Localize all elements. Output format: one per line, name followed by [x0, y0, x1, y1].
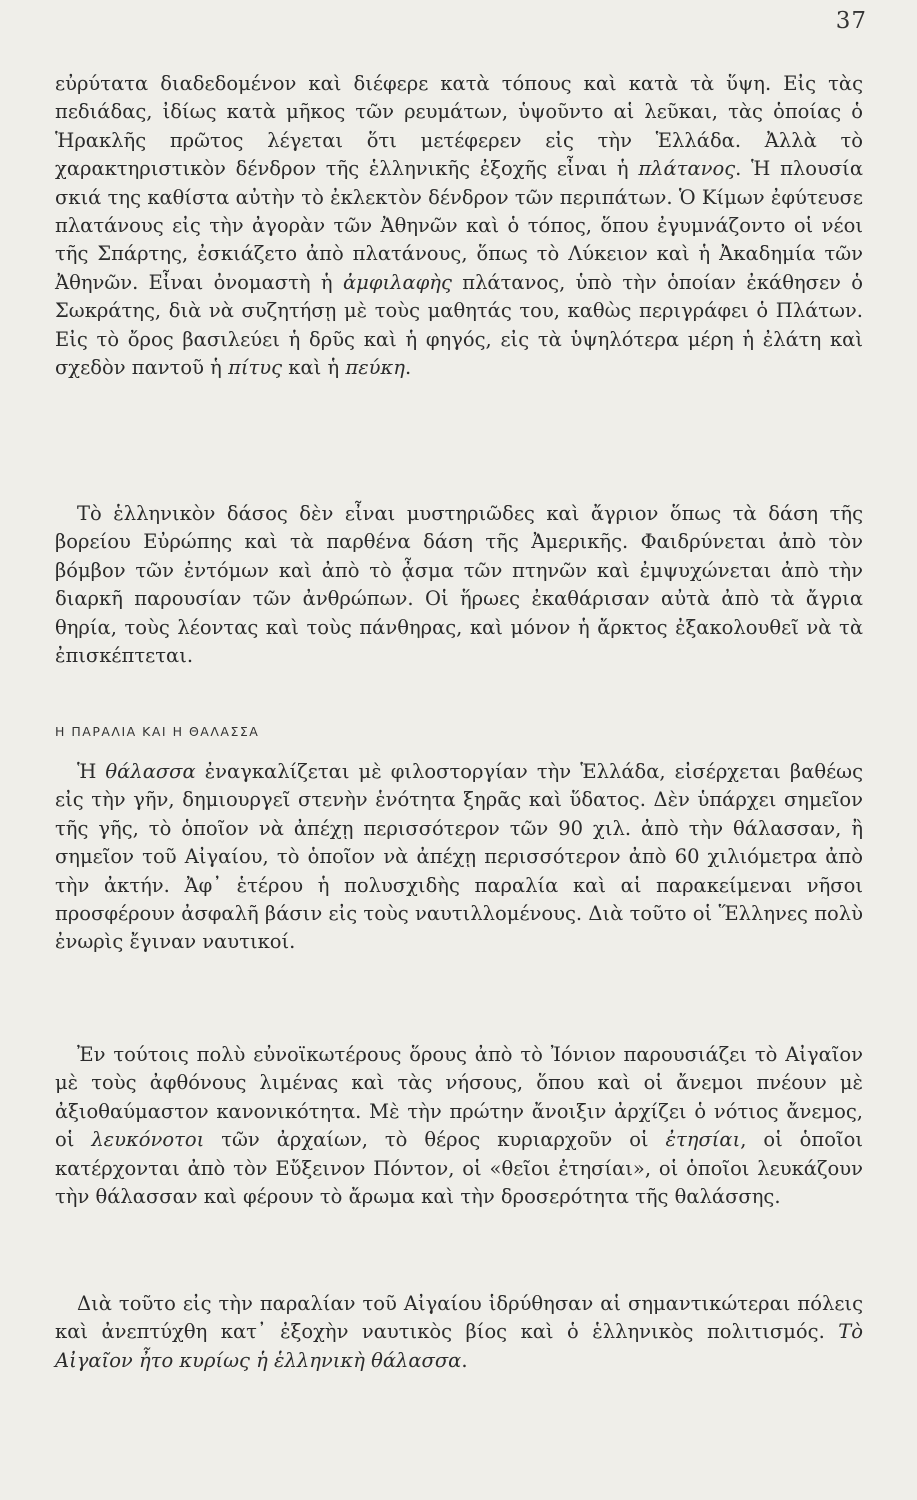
paragraph-text: Διὰ τοῦτο εἰς τὴν παραλίαν τοῦ Αἰγαίου ἱδρύθησαν αἱ σημαντικώτεραι πόλεις καὶ ἀνεπτύχθη κατ᾽ ἐξοχὴν ναυτικὸς βίος καὶ ὁ ἑλληνικὸς πολιτισμός. [55, 1292, 863, 1344]
paragraph-aegean [55, 1290, 863, 1375]
paragraph-text: Ἡ [77, 760, 106, 783]
italic-term: πλάτανος [638, 157, 736, 181]
italic-term: λευκόνοτοι [91, 1128, 205, 1152]
italic-term: ἐτησίαι [665, 1128, 741, 1152]
section-heading: Η ΠΑΡΑΛΙΑ ΚΑΙ Η ΘΑΛΑΣΣΑ [55, 724, 260, 739]
paragraph-text: εὐρύτατα διαδεδομένον καὶ διέφερε κατὰ τόπους καὶ κατὰ τὰ ὕψη. Εἰς τὰς πεδιάδας, ἰδίως κατὰ μῆκος τῶν ρευμάτων, ὑψοῦντο αἱ λεῦκαι, τὰς ὁποίας ὁ Ἡρακλῆς πρῶτος λέγεται ὅτι μετέφερεν εἰς τὴν Ἑλλάδα. Ἀλλὰ τὸ χαρακτηριστικὸν δένδρον τῆς ἑλληνικῆς ἐξοχῆς εἶναι ἡ [55, 72, 863, 181]
paragraph-text: , οἱ ὁποῖοι κατέρχονται ἀπὸ τὸν Εὔξεινον Πόντον, οἱ «θεῖοι ἐτησίαι», οἱ ὁποῖοι λευκάζουν τὴν θάλασσαν καὶ φέρουν τὸ ἄρωμα καὶ τὴν δροσερότητα τῆς θαλάσσης. [55, 1128, 864, 1209]
paragraph-winds [55, 1041, 863, 1211]
paragraph-text: . Ἡ πλουσία σκιά της καθίστα αὐτὴν τὸ ἐκλεκτὸν δένδρον τῶν περιπάτων. Ὁ Κίμων ἐφύτευσε πλατάνους εἰς τὴν ἀγορὰν τῶν Ἀθηνῶν καὶ ὁ τόπος, ὅπου ἐγυμνάζοντο οἱ νέοι τῆς Σπάρτης, ἐσκιάζετο ἀπὸ πλατάνους, ὅπως τὸ Λύκειον καὶ ἡ Ἀκαδημία τῶν Ἀθηνῶν. Εἶναι ὀνομαστὴ ἡ [55, 157, 863, 294]
paragraph-sea [55, 758, 863, 957]
italic-term: πεύκη [345, 356, 405, 380]
paragraph-text: καὶ ἡ [282, 356, 346, 380]
paragraph-text: . [404, 356, 412, 380]
paragraph-text: . [461, 1348, 468, 1372]
italic-term: θάλασσα [105, 760, 196, 783]
paragraph-text: πλάτανος, ὑπὸ τὴν ὁποίαν ἐκάθησεν ὁ Σωκράτης, διὰ νὰ συζητήσῃ μὲ τοὺς μαθητάς του, καθὼς περιγράφει ὁ Πλάτων. Εἰς τὸ ὄρος βασιλεύει ἡ δρῦς καὶ ἡ φηγός, εἰς τὰ ὑψηλότερα μέρη ἡ ἐλάτη καὶ σχεδὸν παντοῦ ἡ [55, 270, 864, 380]
italic-term: Τὸ Αἰγαῖον ἦτο κυρίως ἡ ἑλληνικὴ θάλασσα [55, 1320, 863, 1372]
paragraph-text: ἐναγκαλίζεται μὲ φιλοστοργίαν τὴν Ἑλλάδα, εἰσέρχεται βαθέως εἰς τὴν γῆν, δημιουργεῖ στενὴν ἑνότητα ξηρᾶς καὶ ὕδατος. Δὲν ὑπάρχει σημεῖον τῆς γῆς, τὸ ὁποῖον νὰ ἀπέχῃ περισσότερον τῶν 90 χιλ. ἀπὸ τὴν θάλασσαν, ἢ σημεῖον τοῦ Αἰγαίου, τὸ ὁποῖον νὰ ἀπέχῃ περισσότερον ἀπὸ 60 χιλιόμετρα ἀπὸ τὴν ἀκτήν. Ἀφ᾽ ἑτέρου ἡ πολυσχιδὴς παραλία καὶ αἱ παρακείμεναι νῆσοι προσφέρουν ἀσφαλῆ βάσιν εἰς τοὺς ναυτιλλομένους. Διὰ τοῦτο οἱ Ἕλληνες πολὺ ἐνωρὶς ἔγιναν ναυτικοί. [55, 760, 863, 954]
paragraph-trees [55, 70, 863, 382]
italic-term: πίτυς [228, 356, 283, 380]
paragraph-text: τῶν ἀρχαίων, τὸ θέρος κυριαρχοῦν οἱ [204, 1128, 666, 1152]
page-number: 37 [835, 8, 867, 34]
italic-term: ἀμφιλαφὴς [342, 270, 452, 294]
paragraph-text: Ἐν τούτοις πολὺ εὐνοϊκωτέρους ὅρους ἀπὸ τὸ Ἰόνιον παρουσιάζει τὸ Αἰγαῖον μὲ τοὺς ἀφθόνους λιμένας καὶ τὰς νήσους, ὅπου καὶ οἱ ἄνεμοι πνέουν μὲ ἀξιοθαύμαστον κανονικότητα. Μὲ τὴν πρώτην ἄνοιξιν ἀρχίζει ὁ νότιος ἄνεμος, οἱ [55, 1043, 863, 1152]
paragraph-forest [55, 500, 863, 670]
paragraph-text: Τὸ ἑλληνικὸν δάσος δὲν εἶναι μυστηριῶδες καὶ ἄγριον ὅπως τὰ δάση τῆς βορείου Εὐρώπης καὶ τὰ παρθένα δάση τῆς Ἀμερικῆς. Φαιδρύνεται ἀπὸ τὸν βόμβον τῶν ἐντόμων καὶ ἀπὸ τὸ ᾆσμα τῶν πτηνῶν καὶ ἐμψυχώνεται ἀπὸ τὴν διαρκῆ παρουσίαν τῶν ἀνθρώπων. Οἱ ἥρωες ἐκαθάρισαν αὐτὰ ἀπὸ τὰ ἄγρια θηρία, τοὺς λέοντας καὶ τοὺς πάνθηρας, καὶ μόνον ἡ ἄρκτος ἐξακολουθεῖ νὰ τὰ ἐπισκέπτεται. [55, 502, 863, 668]
